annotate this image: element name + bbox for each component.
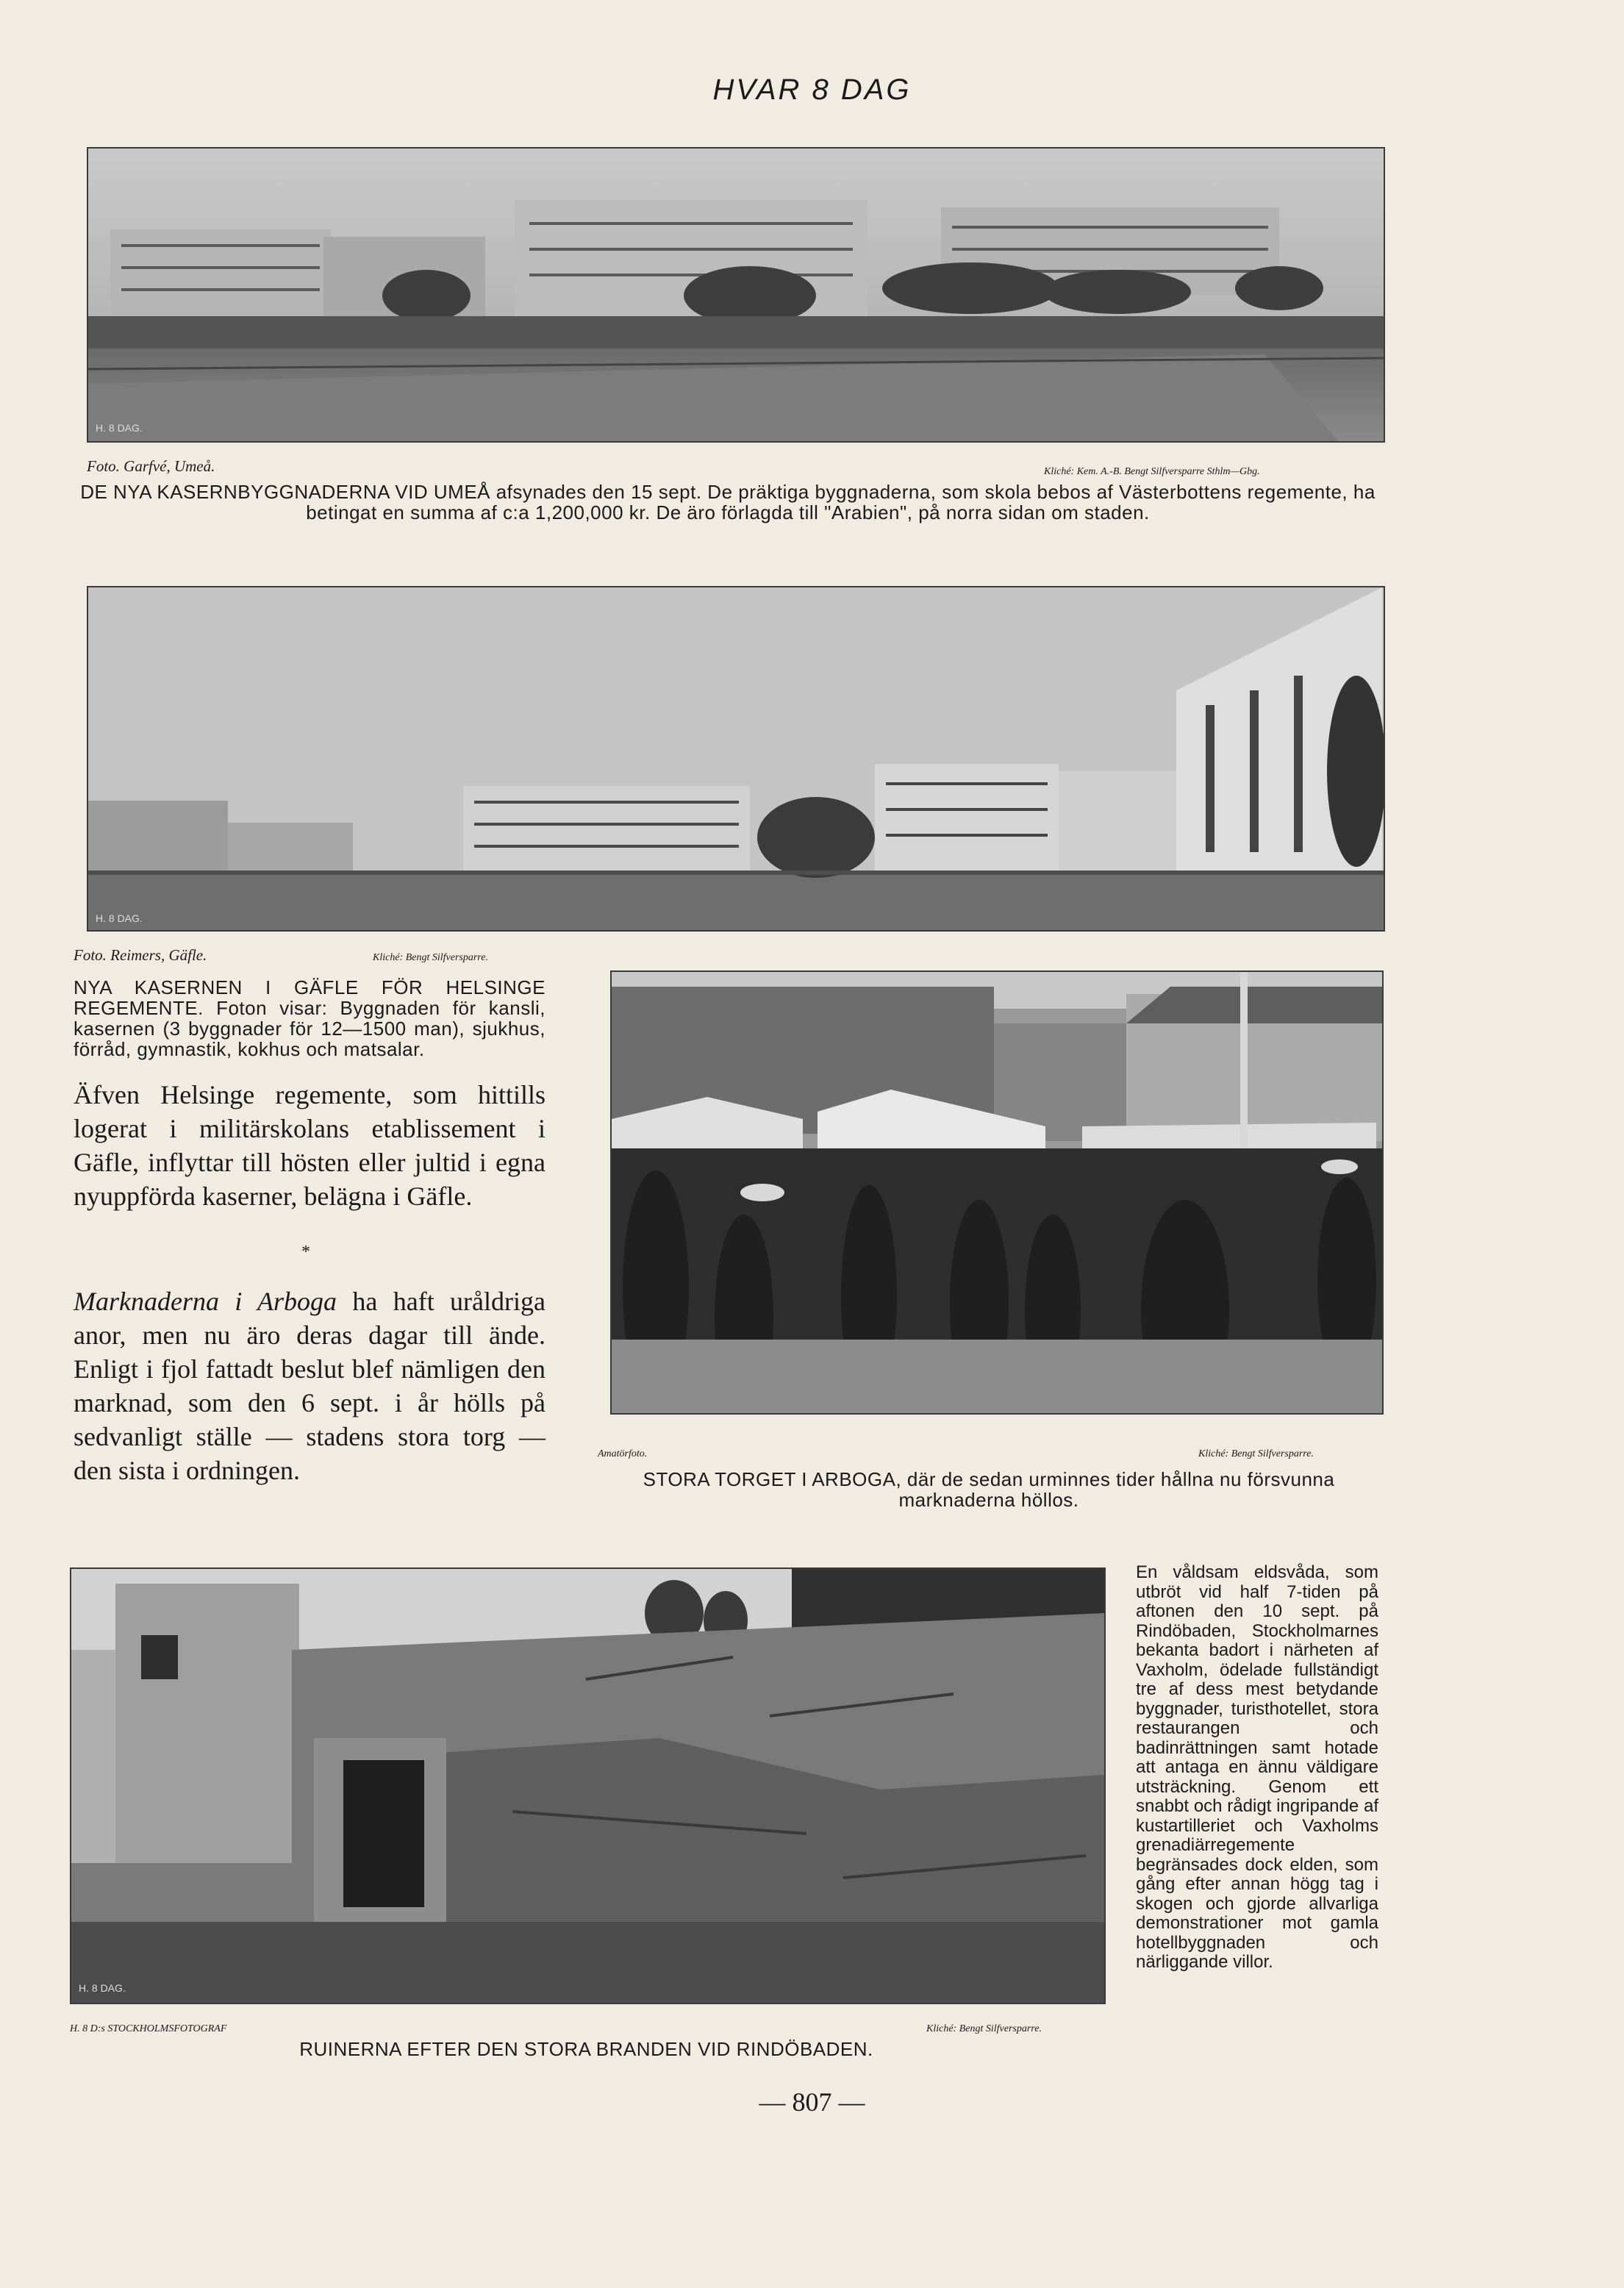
photo2-credit: Foto. Reimers, Gäfle. bbox=[74, 946, 207, 964]
photo3-credit: Amatörfoto. bbox=[598, 1448, 648, 1459]
photo2-caption: NYA KASERNEN I GÄFLE FÖR HELSINGE REGEMENTE. Foton visar: Byggnaden för kansli, kasernen (3 byggnader för 12—1500 man), sjukhus, förråd, gymnastik, kokhus och matsalar. bbox=[74, 976, 545, 1060]
photo-arboga-market bbox=[610, 970, 1384, 1415]
photo1-kliche: Kliché: Kem. A.-B. Bengt Silfversparre Sthlm—Gbg. bbox=[1044, 466, 1260, 477]
photo2-watermark: H. 8 DAG. bbox=[96, 912, 143, 924]
article-arboga-lead: Marknaderna i Arboga bbox=[74, 1287, 337, 1316]
photo1-caption: DE NYA KASERNBYGGNADERNA VID UMEÅ afsynades den 15 sept. De präktiga byggnaderna, som skola bebos af Västerbottens regemente, ha betingat en summa af c:a 1,200,000 kr. De äro förlagda till "Arabien", på norra sidan om staden. bbox=[80, 481, 1376, 523]
photo1-credit: Foto. Garfvé, Umeå. bbox=[87, 457, 215, 475]
photo-gafle-barracks bbox=[87, 586, 1385, 932]
photo1-watermark: H. 8 DAG. bbox=[96, 422, 143, 434]
article-arboga-text: ha haft uråldriga anor, men nu äro deras dagar till ände. Enligt i fjol fattadt beslut blef nämligen den marknad, som den 6 sept. i år hölls på sedvanligt ställe — stadens stora torg — den sista i ordningen. bbox=[74, 1287, 545, 1485]
header-title: HVAR 8 DAG bbox=[712, 74, 912, 106]
photo4-kliche: Kliché: Bengt Silfversparre. bbox=[926, 2023, 1042, 2034]
page-number: — 807 — bbox=[759, 2087, 865, 2117]
photo-rindo-ruins bbox=[70, 1567, 1106, 2004]
photo4-credit: H. 8 D:s STOCKHOLMSFOTOGRAF bbox=[70, 2023, 227, 2034]
page-header bbox=[0, 74, 1624, 107]
photo4-caption: RUINERNA EFTER DEN STORA BRANDEN VID RINDÖBADEN. bbox=[299, 2038, 873, 2060]
article-rindo: En våldsam eldsvåda, som utbröt vid half 7-tiden på aftonen den 10 sept. på Rindöbaden, Stockholmarnes bekanta badort i närheten af Vaxholm, ödelade fullständigt tre af dess mest betydande byggnader, turisthotellet, stora restaurangen och badinrättningen samt hotade att antaga en ännu väldigare utsträckning. Genom ett snabbt och rådigt ingripande af kustartilleriet och Vaxholms grenadiärregemente begränsades dock elden, som gång efter annan högg tag i skogen och gjorde allvarliga demonstrationer mot gamla hotellbyggnaden och närliggande villor. bbox=[1136, 1562, 1378, 1972]
photo3-caption: STORA TORGET I ARBOGA, där de sedan urminnes tider hållna nu försvunna marknaderna höllos. bbox=[643, 1468, 1335, 1511]
photo4-watermark: H. 8 DAG. bbox=[79, 1982, 126, 1994]
separator-asterisk: * bbox=[301, 1243, 310, 1262]
photo-umea-barracks bbox=[87, 147, 1385, 443]
photo2-kliche: Kliché: Bengt Silfversparre. bbox=[373, 952, 488, 963]
article-helsinge: Äfven Helsinge regemente, som hittills logerat i militärskolans etablissement i Gäfle, inflyttar till hösten eller jultid i egna nyuppförda kaserner, belägna i Gäfle. bbox=[74, 1080, 545, 1211]
article-arboga bbox=[74, 1284, 545, 1487]
photo3-kliche: Kliché: Bengt Silfversparre. bbox=[1198, 1448, 1314, 1459]
